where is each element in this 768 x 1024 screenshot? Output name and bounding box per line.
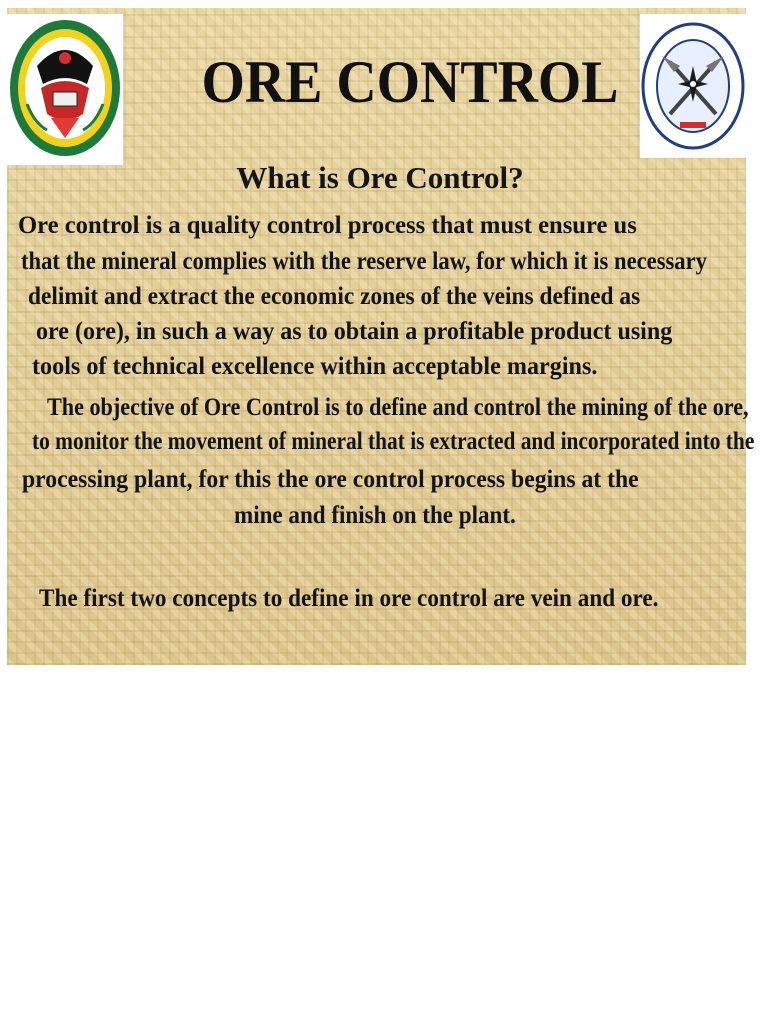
paragraph-1-line: tools of technical excellence within acceptable margins. (32, 353, 598, 380)
paragraph-2-line: The objective of Ore Control is to define and control the mining of the ore, (47, 394, 749, 421)
paragraph-3: The first two concepts to define in ore control are vein and ore. (39, 585, 659, 612)
paragraph-2-line: mine and finish on the plant. (234, 502, 516, 529)
slide-title: ORE CONTROL (201, 49, 619, 115)
paragraph-1-line: that the mineral complies with the reserve law, for which it is necessary (21, 248, 707, 275)
paragraph-1-line: delimit and extract the economic zones of the veins defined as (28, 283, 641, 310)
paragraph-1-line: Ore control is a quality control process that must ensure us (18, 212, 637, 239)
paragraph-1-line: ore (ore), in such a way as to obtain a profitable product using (36, 318, 673, 345)
paragraph-2-line: to monitor the movement of mineral that is extracted and incorporated into the (32, 428, 755, 455)
slide-subtitle: What is Ore Control? (236, 160, 524, 195)
paragraph-2-line: processing plant, for this the ore control process begins at the (22, 466, 639, 493)
